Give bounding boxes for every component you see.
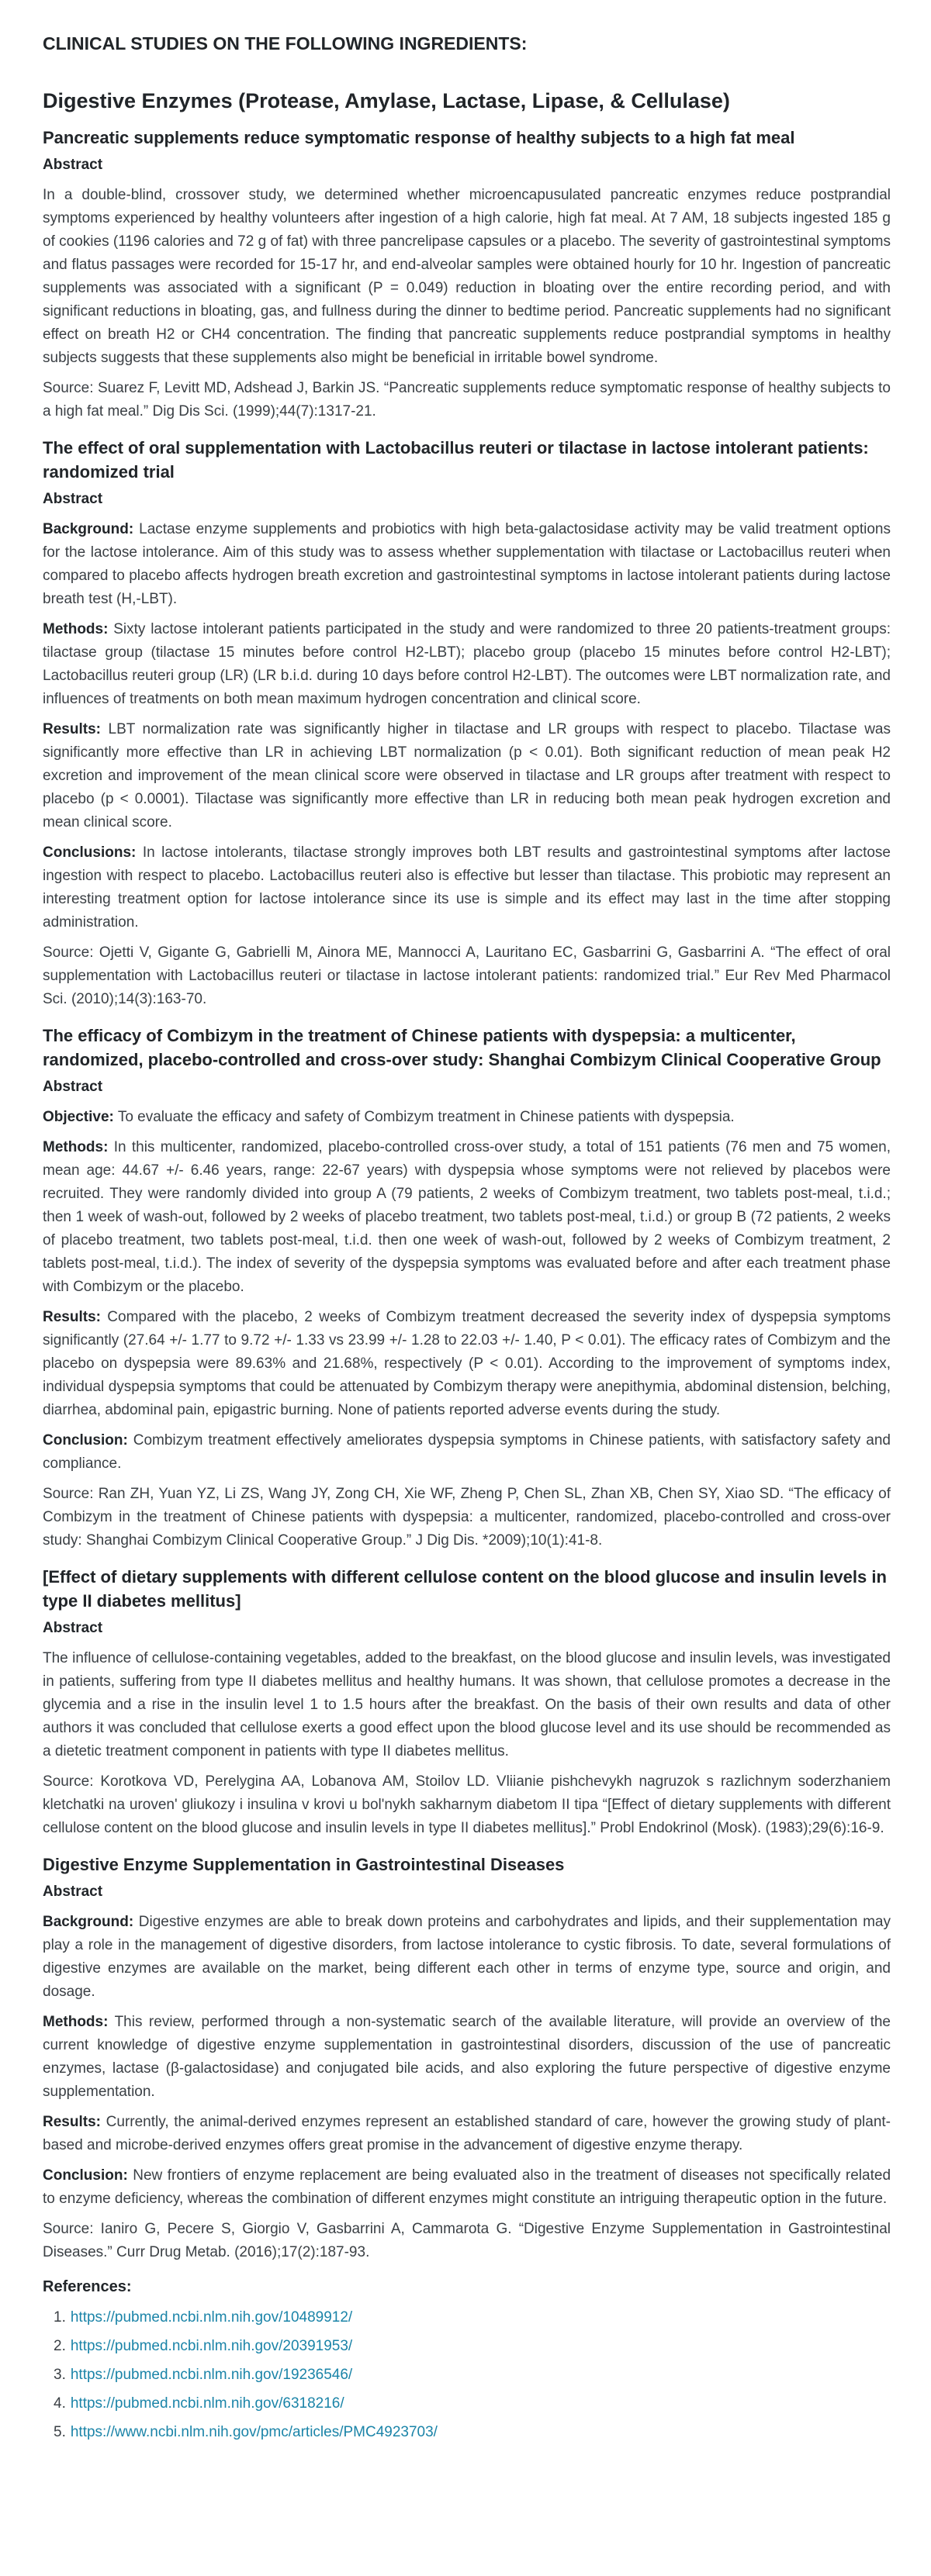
- abstract-label: Abstract: [43, 1620, 103, 1636]
- paragraph-text: Sixty lactose intolerant patients participated in the study and were randomized to three 20 patients-treatment groups: tilactase group (tilactase 15 minutes before control H2-LBT); placebo group (placebo 15 minutes before control H2-LBT); Lactobacillus reuteri group (LR) (LR b.i.d. during 10 days before control H2-LBT). The outcomes were LBT normalization rate, and influences of treatments on both mean maximum hydrogen concentration and clinical score.: [43, 621, 891, 707]
- study-title: [Effect of dietary supplements with different cellulose content on the blood glucose and insulin levels in type II diabetes mellitus]: [43, 1567, 887, 1611]
- reference-number: 3.: [54, 2367, 66, 2383]
- source-text: Source: Ianiro G, Pecere S, Giorgio V, Gasbarrini A, Cammarota G. “Digestive Enzyme Supplementation in Gastrointestinal Diseases.” Curr Drug Metab. (2016);17(2):187-93.: [43, 2221, 891, 2260]
- abstract-paragraph: [43, 1647, 891, 1763]
- paragraph-text: In a double-blind, crossover study, we determined whether microencapusulated pancreatic enzymes reduce postprandial symptoms experienced by healthy volunteers after ingestion of a high calorie, high fat meal. At 7 AM, 18 subjects ingested 185 g of cookies (1196 calories and 72 g of fat) with three pancrelipase capsules or a placebo. The severity of gastrointestinal symptoms and flatus passages were recorded for 15-17 hr, and end-alveolar samples were obtained hourly for 10 hr. Ingestion of pancreatic supplements was associated with a significant (P = 0.049) reduction in bloating over the entire recording period, and with significant reductions in bloating, gas, and fullness during the dinner to bedtime period. Pancreatic supplements had no significant effect on breath H2 or CH4 concentration. The finding that pancreatic supplements reduce postprandial symptoms in healthy subjects suggests that these supplements also might be beneficial in irritable bowel syndrome.: [43, 187, 891, 366]
- paragraph-text: This review, performed through a non-systematic search of the available literature, will provide an overview of the current knowledge of digestive enzyme supplementation in gastrointestinal disorders, discussion of the use of pancreatic enzymes, lactase (β-galactosidase) and conjugated bile acids, and also exploring the future perspective of digestive enzyme supplementation.: [43, 2014, 891, 2100]
- paragraph-text: LBT normalization rate was significantly higher in tilactase and LR groups with respect to placebo. Tilactase was significantly more effective than LR in achieving LBT normalization (p < 0.01). Both significant reduction of mean peak H2 excretion and improvement of the mean clinical score were observed in tilactase and LR groups after treatment with respect to placebo (p < 0.0001). Tilactase was significantly more effective than LR in reducing both mean peak hydrogen excretion and mean clinical score.: [43, 721, 891, 830]
- reference-link[interactable]: https://www.ncbi.nlm.nih.gov/pmc/articles/PMC4923703/: [70, 2424, 438, 2440]
- paragraph-label: Methods:: [43, 2014, 109, 2030]
- abstract-label: Abstract: [43, 157, 103, 173]
- reference-item: [54, 2389, 891, 2418]
- study-title: Digestive Enzyme Supplementation in Gastrointestinal Diseases: [43, 1855, 565, 1874]
- study-section: [43, 1853, 891, 2264]
- paragraph-label: Objective:: [43, 1109, 114, 1125]
- paragraph-text: Combizym treatment effectively ameliorates dyspepsia symptoms in Chinese patients, with satisfactory safety and compliance.: [43, 1432, 891, 1472]
- abstract-paragraph: [43, 1911, 891, 2004]
- paragraph-text: To evaluate the efficacy and safety of Combizym treatment in Chinese patients with dyspepsia.: [117, 1109, 735, 1125]
- abstract-paragraph: [43, 718, 891, 834]
- abstract-paragraph: [43, 1429, 891, 1476]
- abstract-paragraph: [43, 518, 891, 611]
- reference-number: 1.: [54, 2309, 66, 2326]
- abstract-paragraph: [43, 1306, 891, 1422]
- source-text: Source: Ran ZH, Yuan YZ, Li ZS, Wang JY, Zong CH, Xie WF, Zheng P, Chen SL, Zhan XB, Chen SY, Xiao SD. “The efficacy of Combizym in the treatment of Chinese patients with dyspepsia: a multicenter, randomized, placebo-controlled and cross-over study: Shanghai Combizym Clinical Cooperative Group.” J Dig Dis. *2009);10(1):41-8.: [43, 1486, 891, 1549]
- abstract-paragraph: [43, 841, 891, 934]
- abstract-paragraph: [43, 618, 891, 711]
- abstract-paragraph: [43, 1136, 891, 1299]
- paragraph-label: Conclusions:: [43, 844, 137, 861]
- abstract-label: Abstract: [43, 491, 103, 507]
- paragraph-text: The influence of cellulose-containing vegetables, added to the breakfast, on the blood glucose and insulin levels, was investigated in patients, suffering from type II diabetes mellitus and healthy humans. It was shown, that cellulose promotes a decrease in the glycemia and a rise in the insulin level 1 to 1.5 hours after the breakfast. On the basis of their own results and data of other authors it was concluded that cellulose exerts a good effect upon the blood glucose level and its use should be recommended as a dietetic treatment component in patients with type II diabetes mellitus.: [43, 1650, 891, 1759]
- source-text: Source: Korotkova VD, Perelygina AA, Lobanova AM, Stoilov LD. Vliianie pishchevykh nagruzok s razlichnym soderzhaniem kletchatki na uroven' gliukozy i insulina v krovi u bol'nykh sakharnym diabetom II tipa “[Effect of dietary supplements with different cellulose content on the blood glucose and insulin levels in type II diabetes mellitus].” Probl Endokrinol (Mosk). (1983);29(6):16-9.: [43, 1773, 891, 1836]
- study-section: [43, 436, 891, 1011]
- reference-item: [54, 2332, 891, 2360]
- study-section: [43, 1024, 891, 1552]
- reference-number: 4.: [54, 2395, 66, 2412]
- paragraph-label: Conclusion:: [43, 1432, 128, 1449]
- paragraph-text: Lactase enzyme supplements and probiotics with high beta-galactosidase activity may be valid treatment options for the lactose intolerance. Aim of this study was to assess whether supplementation with tilactase or Lactobacillus reuteri when compared to placebo affects hydrogen breath excretion and gastrointestinal symptoms in lactose intolerant patients during lactose breath test (H,-LBT).: [43, 521, 891, 607]
- abstract-paragraph: [43, 2011, 891, 2104]
- abstract-paragraph: [43, 184, 891, 370]
- paragraph-label: Results:: [43, 2114, 101, 2130]
- study-section: [43, 1565, 891, 1840]
- paragraph-text: In this multicenter, randomized, placebo-controlled cross-over study, a total of 151 patients (76 men and 75 women, mean age: 44.67 +/- 6.46 years, range: 22-67 years) with dyspepsia whose symptoms were not relieved by placebos were recruited. They were randomly divided into group A (79 patients, 2 weeks of Combizym treatment, two tablets post-meal, t.i.d.; then 1 week of wash-out, followed by 2 weeks of placebo treatment, two tablets post-meal, t.i.d.) or group B (72 patients, 2 weeks of placebo treatment, two tablets post-meal, t.i.d. then one week of wash-out, followed by 2 weeks of Combizym treatment, 2 tablets post-meal, t.i.d.). The index of severity of the dyspepsia symptoms was evaluated before and after each treatment phase with Combizym or the placebo.: [43, 1139, 891, 1295]
- ingredient-heading: Digestive Enzymes (Protease, Amylase, Lactase, Lipase, & Cellulase): [43, 89, 730, 112]
- reference-item: [54, 2303, 891, 2332]
- paragraph-label: Conclusion:: [43, 2167, 128, 2184]
- paragraph-label: Methods:: [43, 1139, 109, 1155]
- reference-number: 5.: [54, 2424, 66, 2440]
- paragraph-text: Compared with the placebo, 2 weeks of Combizym treatment decreased the severity index of dyspepsia symptoms significantly (27.64 +/- 1.77 to 9.72 +/- 1.33 vs 23.99 +/- 1.28 to 22.03 +/- 1.40, P < 0.01). The efficacy rates of Combizym and the placebo on dyspepsia were 89.63% and 21.68%, respectively (P < 0.01). According to the improvement of symptoms index, individual dyspepsia symptoms that could be attenuated by Combizym therapy were anepithymia, abdominal distension, belching, diarrhea, abdominal pain, epigastric burning. None of patients reported adverse events during the study.: [43, 1309, 891, 1418]
- paragraph-label: Background:: [43, 1914, 134, 1930]
- abstract-paragraph: [43, 1106, 891, 1129]
- paragraph-text: New frontiers of enzyme replacement are being evaluated also in the treatment of diseases not specifically related to enzyme deficiency, whereas the combination of different enzymes might constitute an intriguing therapeutic option in the future.: [43, 2167, 891, 2207]
- reference-item: [54, 2418, 891, 2447]
- abstract-label: Abstract: [43, 1079, 103, 1095]
- references-label: References:: [43, 2278, 132, 2295]
- source-text: Source: Ojetti V, Gigante G, Gabrielli M, Ainora ME, Mannocci A, Lauritano EC, Gasbarrini G, Gasbarrini A. “The effect of oral supplementation with Lactobacillus reuteri or tilactase in lactose intolerant patients: randomized trial.” Eur Rev Med Pharmacol Sci. (2010);14(3):163-70.: [43, 944, 891, 1007]
- study-title: Pancreatic supplements reduce symptomatic response of healthy subjects to a high fat meal: [43, 128, 795, 147]
- reference-item: [54, 2360, 891, 2389]
- source-text: Source: Suarez F, Levitt MD, Adshead J, Barkin JS. “Pancreatic supplements reduce symptomatic response of healthy subjects to a high fat meal.” Dig Dis Sci. (1999);44(7):1317-21.: [43, 380, 891, 420]
- reference-list: [43, 2303, 891, 2447]
- abstract-label: Abstract: [43, 1884, 103, 1900]
- paragraph-text: In lactose intolerants, tilactase strongly improves both LBT results and gastrointestinal symptoms after lactose ingestion with respect to placebo. Lactobacillus reuteri also is effective but lesser than tilactase. This probiotic may represent an interesting treatment option for lactose intolerance since its use is simple and its effect may last in the time after stopping administration.: [43, 844, 891, 931]
- paragraph-label: Methods:: [43, 621, 109, 637]
- reference-link[interactable]: https://pubmed.ncbi.nlm.nih.gov/19236546/: [70, 2367, 353, 2383]
- paragraph-label: Background:: [43, 521, 134, 537]
- references-section: [43, 2275, 891, 2447]
- paragraph-text: Digestive enzymes are able to break down proteins and carbohydrates and lipids, and their supplementation may play a role in the management of digestive disorders, from lactose intolerance to cystic fibrosis. To date, several formulations of digestive enzymes are available on the market, being different each other in terms of enzyme type, source and origin, and dosage.: [43, 1914, 891, 2000]
- study-section: [43, 126, 891, 423]
- abstract-paragraph: [43, 2111, 891, 2157]
- page-title: CLINICAL STUDIES ON THE FOLLOWING INGREDIENTS:: [43, 33, 528, 54]
- reference-number: 2.: [54, 2338, 66, 2354]
- abstract-paragraph: [43, 2164, 891, 2211]
- paragraph-label: Results:: [43, 1309, 101, 1325]
- study-title: The effect of oral supplementation with Lactobacillus reuteri or tilactase in lactose intolerant patients: randomized trial: [43, 438, 869, 482]
- reference-link[interactable]: https://pubmed.ncbi.nlm.nih.gov/20391953/: [70, 2338, 353, 2354]
- study-title: The efficacy of Combizym in the treatment of Chinese patients with dyspepsia: a multicenter, randomized, placebo-controlled and cross-over study: Shanghai Combizym Clinical Cooperative Group: [43, 1026, 881, 1069]
- reference-link[interactable]: https://pubmed.ncbi.nlm.nih.gov/6318216/: [70, 2395, 344, 2412]
- paragraph-label: Results:: [43, 721, 101, 737]
- reference-link[interactable]: https://pubmed.ncbi.nlm.nih.gov/10489912/: [70, 2309, 353, 2326]
- paragraph-text: Currently, the animal-derived enzymes represent an established standard of care, however the growing study of plant-based and microbe-derived enzymes offers great promise in the advancement of digestive enzyme therapy.: [43, 2114, 891, 2153]
